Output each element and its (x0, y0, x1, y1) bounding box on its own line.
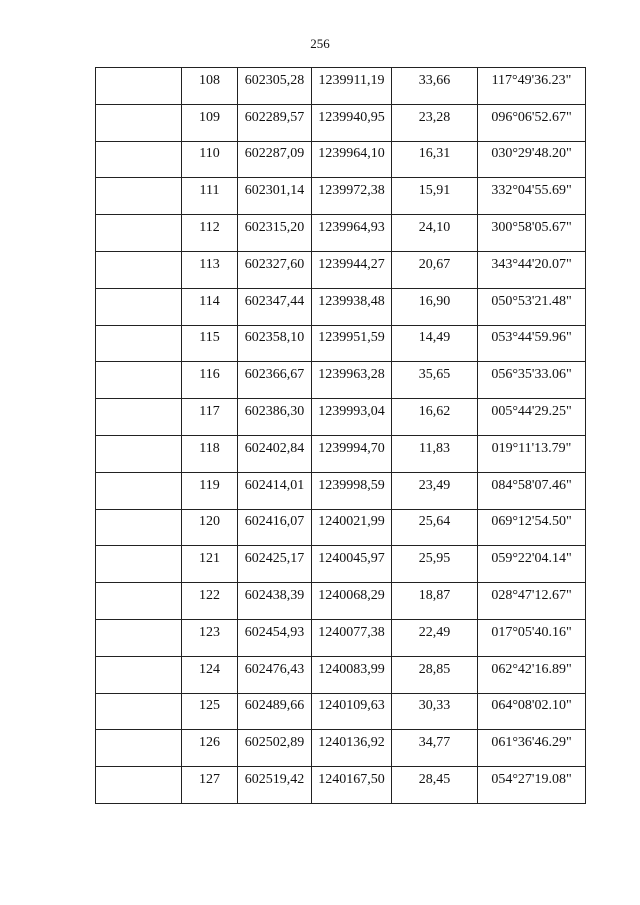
y-coordinate-cell: 1239940,95 (312, 104, 392, 141)
point-number-cell: 121 (182, 546, 238, 583)
bearing-cell: 056°35'33.06" (478, 362, 586, 399)
distance-cell: 18,87 (392, 583, 478, 620)
table-row (96, 656, 586, 693)
table-row (96, 619, 586, 656)
empty-cell (96, 546, 182, 583)
bearing-cell: 017°05'40.16" (478, 619, 586, 656)
table-row (96, 399, 586, 436)
y-coordinate-cell: 1240109,63 (312, 693, 392, 730)
point-number-cell: 124 (182, 656, 238, 693)
table-row (96, 325, 586, 362)
y-coordinate-cell: 1240136,92 (312, 730, 392, 767)
point-number-cell: 118 (182, 435, 238, 472)
empty-cell (96, 68, 182, 105)
y-coordinate-cell: 1239963,28 (312, 362, 392, 399)
point-number-cell: 122 (182, 583, 238, 620)
bearing-cell: 064°08'02.10" (478, 693, 586, 730)
empty-cell (96, 730, 182, 767)
x-coordinate-cell: 602414,01 (238, 472, 312, 509)
distance-cell: 23,49 (392, 472, 478, 509)
empty-cell (96, 509, 182, 546)
point-number-cell: 108 (182, 68, 238, 105)
x-coordinate-cell: 602454,93 (238, 619, 312, 656)
table-row (96, 68, 586, 105)
bearing-cell: 096°06'52.67" (478, 104, 586, 141)
empty-cell (96, 288, 182, 325)
empty-cell (96, 619, 182, 656)
empty-cell (96, 362, 182, 399)
x-coordinate-cell: 602386,30 (238, 399, 312, 436)
table-row (96, 767, 586, 804)
table-row (96, 583, 586, 620)
bearing-cell: 019°11'13.79" (478, 435, 586, 472)
y-coordinate-cell: 1239994,70 (312, 435, 392, 472)
x-coordinate-cell: 602327,60 (238, 251, 312, 288)
x-coordinate-cell: 602502,89 (238, 730, 312, 767)
y-coordinate-cell: 1239911,19 (312, 68, 392, 105)
distance-cell: 30,33 (392, 693, 478, 730)
bearing-cell: 300°58'05.67" (478, 215, 586, 252)
distance-cell: 22,49 (392, 619, 478, 656)
distance-cell: 35,65 (392, 362, 478, 399)
y-coordinate-cell: 1240068,29 (312, 583, 392, 620)
distance-cell: 16,90 (392, 288, 478, 325)
point-number-cell: 125 (182, 693, 238, 730)
distance-cell: 14,49 (392, 325, 478, 362)
table-row (96, 546, 586, 583)
x-coordinate-cell: 602301,14 (238, 178, 312, 215)
empty-cell (96, 583, 182, 620)
empty-cell (96, 141, 182, 178)
x-coordinate-cell: 602476,43 (238, 656, 312, 693)
point-number-cell: 119 (182, 472, 238, 509)
y-coordinate-cell: 1239938,48 (312, 288, 392, 325)
distance-cell: 34,77 (392, 730, 478, 767)
point-number-cell: 111 (182, 178, 238, 215)
distance-cell: 28,45 (392, 767, 478, 804)
point-number-cell: 115 (182, 325, 238, 362)
y-coordinate-cell: 1240077,38 (312, 619, 392, 656)
distance-cell: 16,31 (392, 141, 478, 178)
table-row (96, 178, 586, 215)
empty-cell (96, 435, 182, 472)
distance-cell: 23,28 (392, 104, 478, 141)
point-number-cell: 117 (182, 399, 238, 436)
x-coordinate-cell: 602358,10 (238, 325, 312, 362)
table-row (96, 288, 586, 325)
empty-cell (96, 693, 182, 730)
table-row (96, 104, 586, 141)
table-row (96, 362, 586, 399)
table-row (96, 215, 586, 252)
table-row (96, 509, 586, 546)
y-coordinate-cell: 1239951,59 (312, 325, 392, 362)
point-number-cell: 114 (182, 288, 238, 325)
x-coordinate-cell: 602315,20 (238, 215, 312, 252)
point-number-cell: 126 (182, 730, 238, 767)
coordinates-table-body (96, 68, 586, 804)
bearing-cell: 053°44'59.96" (478, 325, 586, 362)
table-row (96, 435, 586, 472)
point-number-cell: 123 (182, 619, 238, 656)
x-coordinate-cell: 602489,66 (238, 693, 312, 730)
table-row (96, 693, 586, 730)
x-coordinate-cell: 602425,17 (238, 546, 312, 583)
point-number-cell: 120 (182, 509, 238, 546)
point-number-cell: 116 (182, 362, 238, 399)
distance-cell: 16,62 (392, 399, 478, 436)
distance-cell: 25,95 (392, 546, 478, 583)
y-coordinate-cell: 1239964,10 (312, 141, 392, 178)
distance-cell: 15,91 (392, 178, 478, 215)
bearing-cell: 028°47'12.67" (478, 583, 586, 620)
x-coordinate-cell: 602416,07 (238, 509, 312, 546)
distance-cell: 33,66 (392, 68, 478, 105)
y-coordinate-cell: 1239972,38 (312, 178, 392, 215)
table-row (96, 472, 586, 509)
empty-cell (96, 472, 182, 509)
distance-cell: 25,64 (392, 509, 478, 546)
empty-cell (96, 215, 182, 252)
empty-cell (96, 251, 182, 288)
empty-cell (96, 399, 182, 436)
y-coordinate-cell: 1240021,99 (312, 509, 392, 546)
bearing-cell: 332°04'55.69" (478, 178, 586, 215)
x-coordinate-cell: 602289,57 (238, 104, 312, 141)
page-number: 256 (310, 36, 330, 51)
empty-cell (96, 325, 182, 362)
x-coordinate-cell: 602366,67 (238, 362, 312, 399)
table-row (96, 141, 586, 178)
distance-cell: 24,10 (392, 215, 478, 252)
point-number-cell: 112 (182, 215, 238, 252)
y-coordinate-cell: 1240083,99 (312, 656, 392, 693)
bearing-cell: 069°12'54.50" (478, 509, 586, 546)
bearing-cell: 062°42'16.89" (478, 656, 586, 693)
table-row (96, 730, 586, 767)
x-coordinate-cell: 602305,28 (238, 68, 312, 105)
y-coordinate-cell: 1239944,27 (312, 251, 392, 288)
y-coordinate-cell: 1239964,93 (312, 215, 392, 252)
distance-cell: 28,85 (392, 656, 478, 693)
x-coordinate-cell: 602402,84 (238, 435, 312, 472)
distance-cell: 20,67 (392, 251, 478, 288)
table-row (96, 251, 586, 288)
empty-cell (96, 104, 182, 141)
bearing-cell: 030°29'48.20" (478, 141, 586, 178)
bearing-cell: 117°49'36.23" (478, 68, 586, 105)
empty-cell (96, 656, 182, 693)
bearing-cell: 059°22'04.14" (478, 546, 586, 583)
x-coordinate-cell: 602347,44 (238, 288, 312, 325)
bearing-cell: 050°53'21.48" (478, 288, 586, 325)
empty-cell (96, 767, 182, 804)
x-coordinate-cell: 602519,42 (238, 767, 312, 804)
point-number-cell: 113 (182, 251, 238, 288)
point-number-cell: 110 (182, 141, 238, 178)
bearing-cell: 343°44'20.07" (478, 251, 586, 288)
point-number-cell: 127 (182, 767, 238, 804)
distance-cell: 11,83 (392, 435, 478, 472)
y-coordinate-cell: 1239998,59 (312, 472, 392, 509)
bearing-cell: 005°44'29.25" (478, 399, 586, 436)
point-number-cell: 109 (182, 104, 238, 141)
y-coordinate-cell: 1239993,04 (312, 399, 392, 436)
x-coordinate-cell: 602287,09 (238, 141, 312, 178)
bearing-cell: 061°36'46.29" (478, 730, 586, 767)
bearing-cell: 084°58'07.46" (478, 472, 586, 509)
empty-cell (96, 178, 182, 215)
x-coordinate-cell: 602438,39 (238, 583, 312, 620)
y-coordinate-cell: 1240045,97 (312, 546, 392, 583)
y-coordinate-cell: 1240167,50 (312, 767, 392, 804)
bearing-cell: 054°27'19.08" (478, 767, 586, 804)
coordinates-table (95, 67, 586, 804)
